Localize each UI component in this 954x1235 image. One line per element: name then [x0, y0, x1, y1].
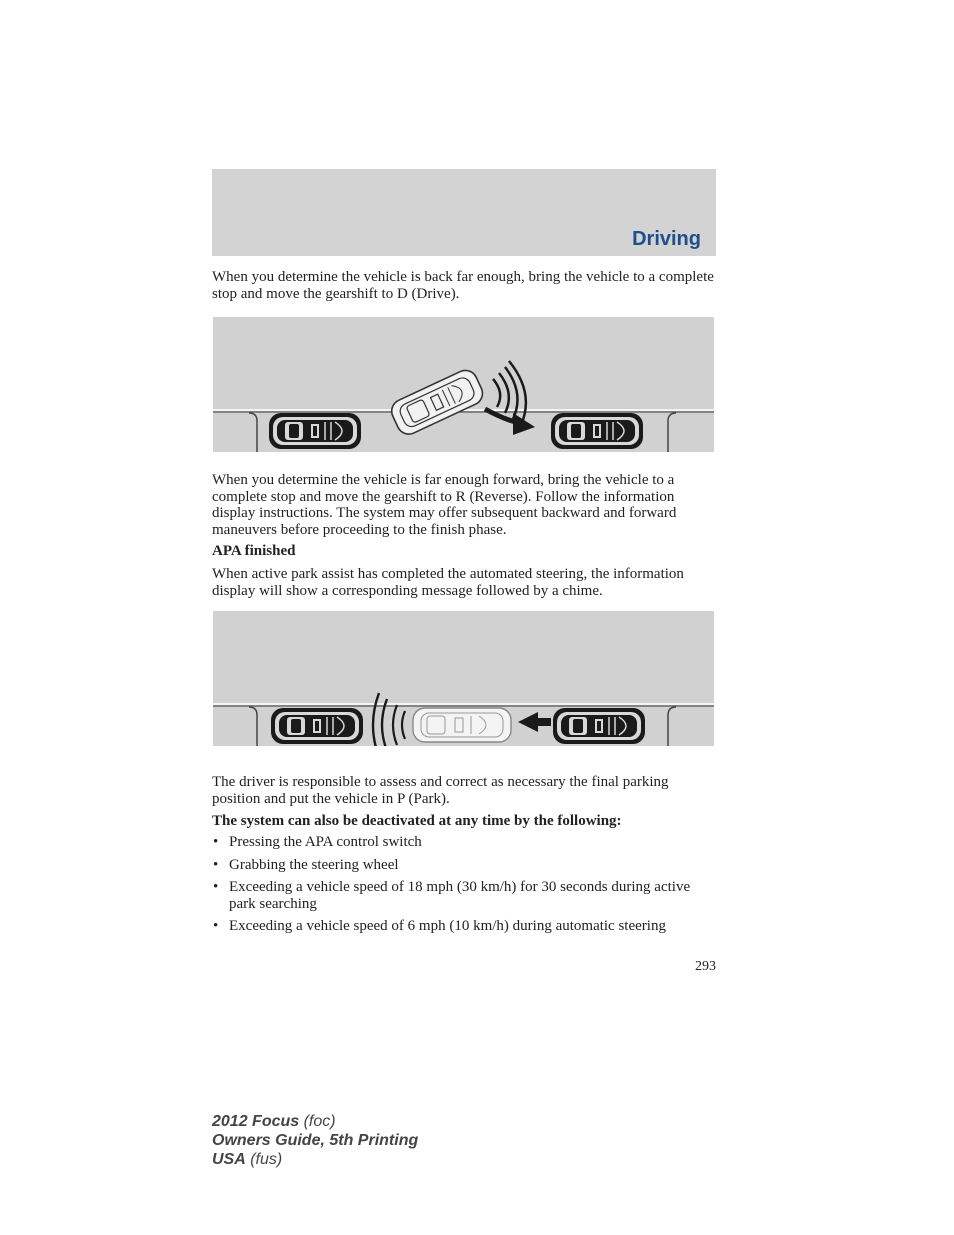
paragraph-driver-responsible: The driver is responsible to assess and correct as necessary the final parking position and put the vehicle in P (Park).: [212, 774, 669, 807]
parking-diagram-1: [213, 317, 714, 452]
deactivation-list: [212, 834, 718, 941]
footer-line-3: USA (fus): [212, 1151, 283, 1168]
parking-illustration-finished: [213, 611, 714, 746]
section-title: Driving: [632, 228, 701, 250]
bullet-glyph: •: [213, 879, 219, 895]
bullet-glyph: •: [213, 834, 219, 850]
bullet-glyph: •: [213, 918, 219, 934]
list-item: • Grabbing the steering wheel: [213, 856, 399, 873]
paragraph-apa-completed: When active park assist has completed the automated steering, the information display will show a corresponding message followed by a chime.: [212, 566, 684, 599]
parking-illustration-reverse: [213, 317, 714, 452]
list-item: • Exceeding a vehicle speed of 6 mph (10 km/h) during automatic steering: [213, 918, 666, 934]
section-header-band: [212, 169, 716, 256]
paragraph-back-far-enough: When you determine the vehicle is back far enough, bring the vehicle to a complete stop and move the gearshift to D (Drive).: [212, 269, 714, 302]
list-item: • Exceeding a vehicle speed of 18 mph (30 km/h) for 30 seconds during active park searching: [213, 879, 691, 912]
document-footer: [212, 1112, 418, 1169]
list-item: • Pressing the APA control switch: [213, 834, 422, 850]
parking-diagram-2: [213, 611, 714, 746]
deactivation-heading: The system can also be deactivated at any time by the following:: [212, 813, 622, 829]
footer-line-1: 2012 Focus (foc): [212, 1113, 336, 1130]
footer-line-2: Owners Guide, 5th Printing: [212, 1132, 419, 1149]
page-number: 293: [695, 959, 716, 974]
subheading-apa-finished: APA finished: [212, 543, 296, 559]
bullet-glyph: •: [213, 856, 219, 873]
paragraph-far-enough-forward: When you determine the vehicle is far enough forward, bring the vehicle to a complete stop and move the gearshift to R (Reverse). Follow the information display instructions. The system may offer subsequent backward and forward maneuvers before proceeding to the finish phase.: [212, 472, 677, 538]
